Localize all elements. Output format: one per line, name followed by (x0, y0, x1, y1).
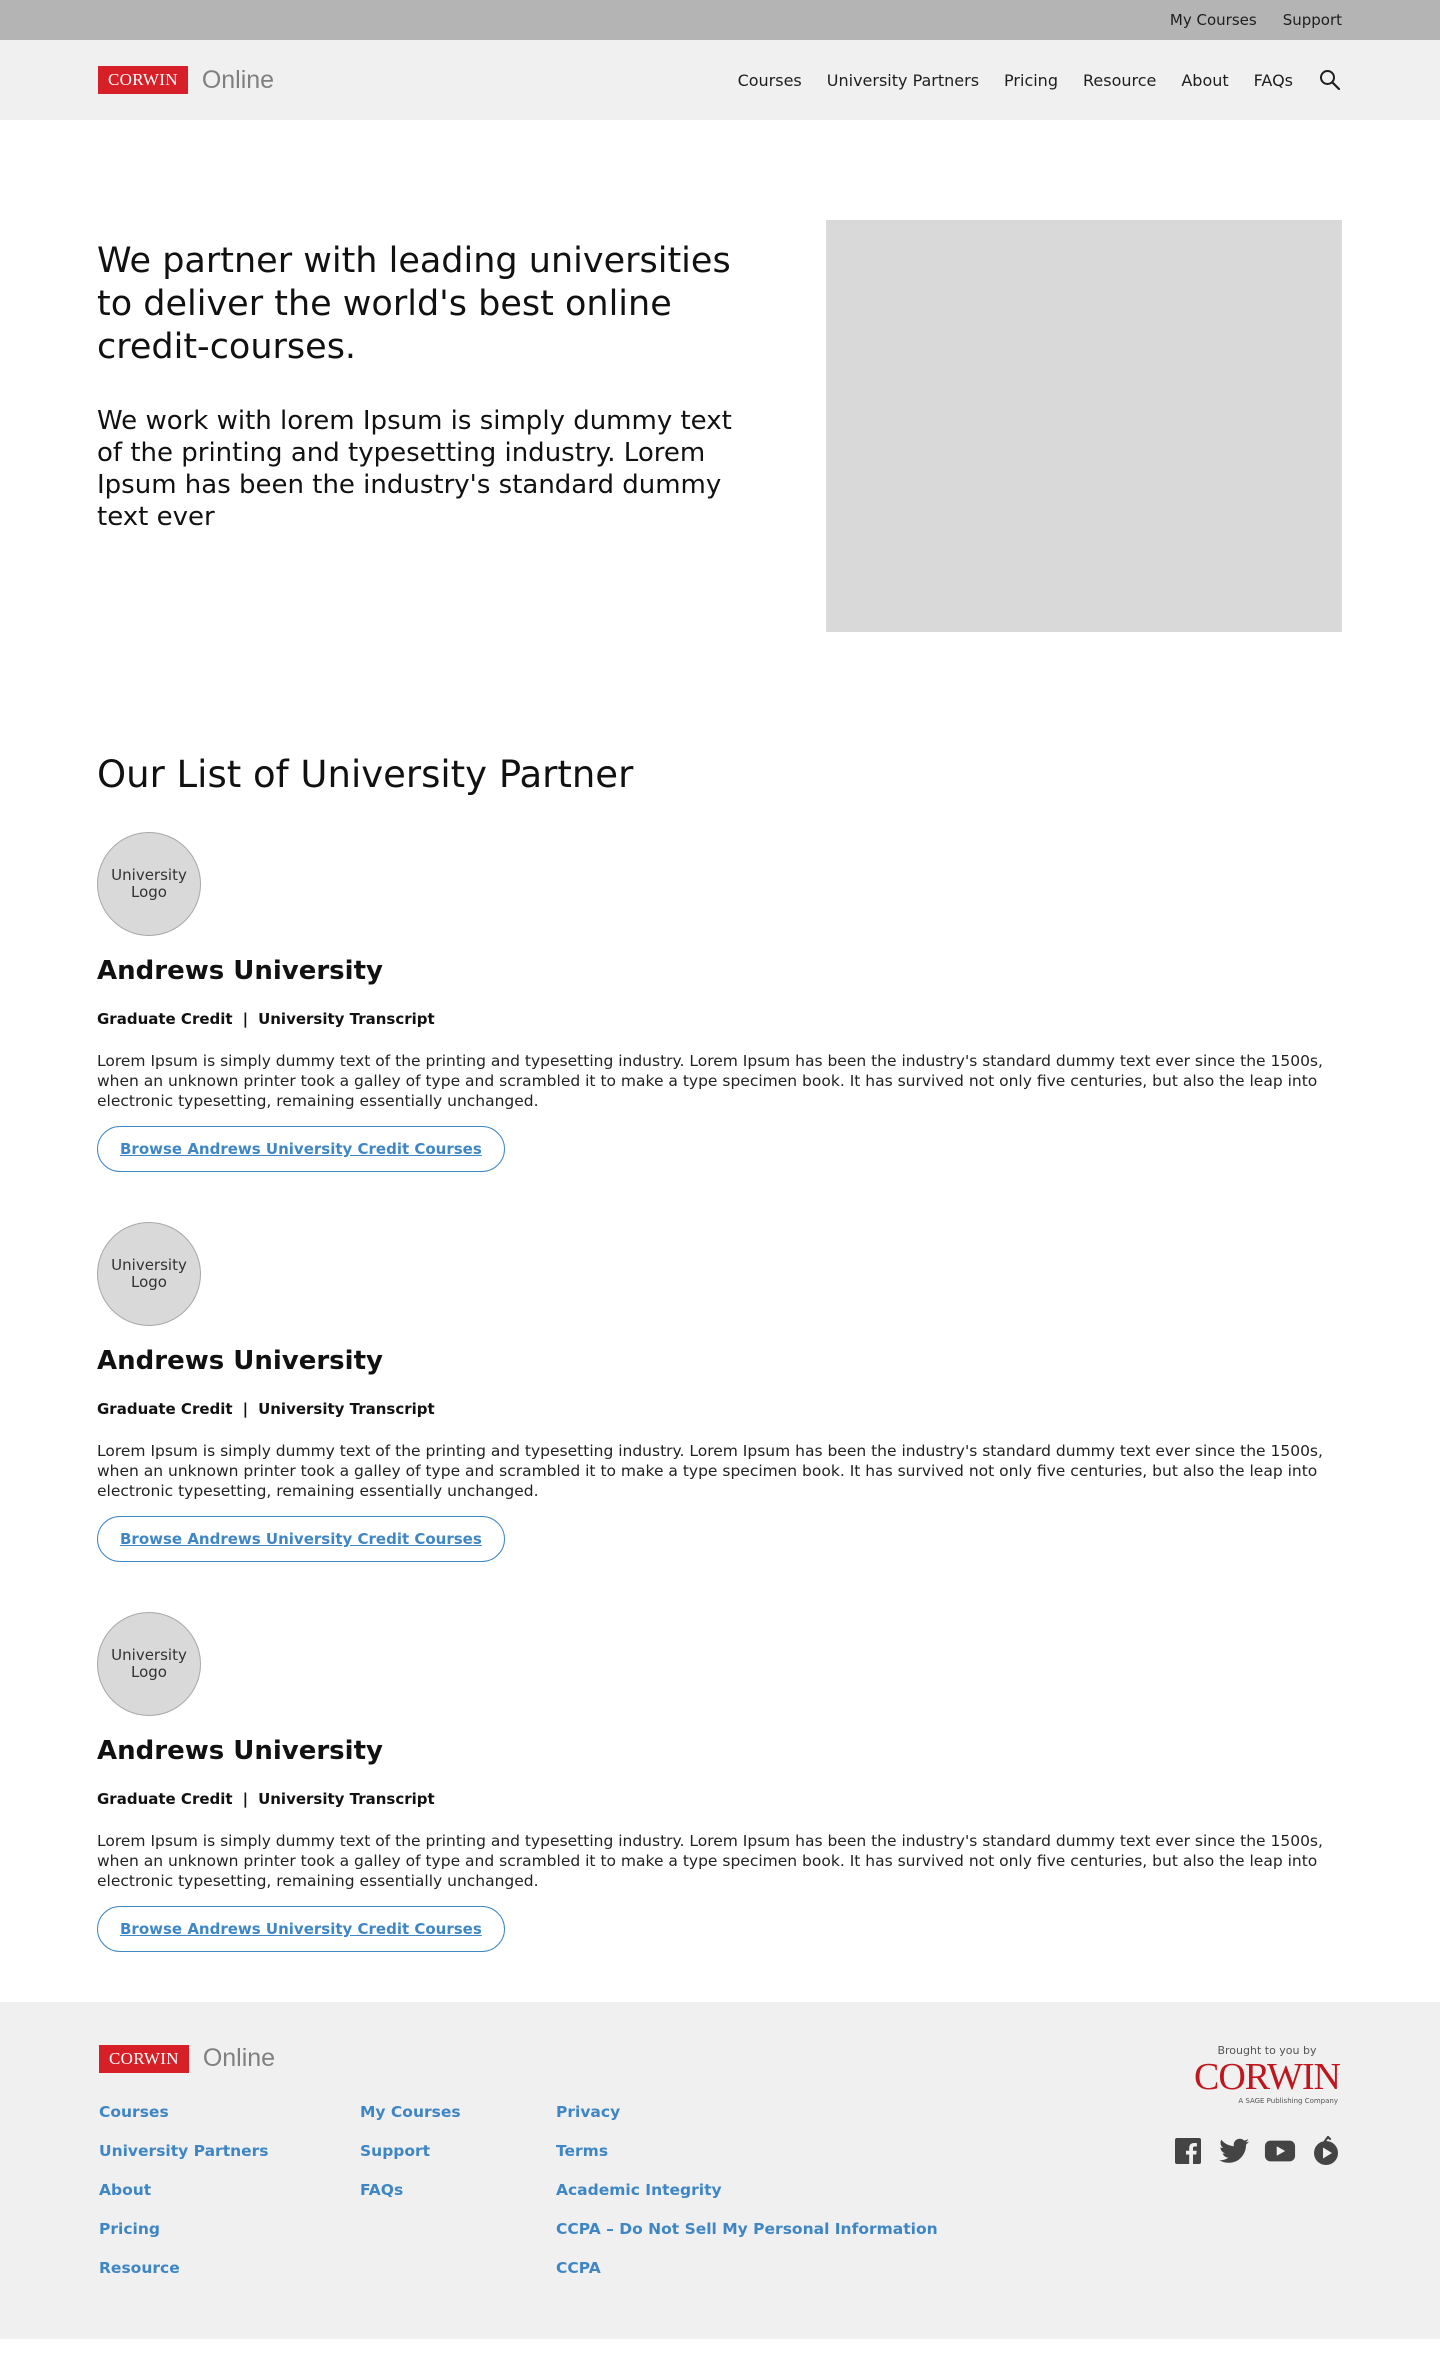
main-nav (738, 68, 1342, 92)
footer-link-about[interactable]: About (99, 2181, 152, 2199)
brand-online: Online (201, 65, 275, 94)
nav-pricing[interactable]: Pricing (1004, 70, 1058, 90)
footer-links (99, 2093, 1342, 2288)
twitter-icon[interactable] (1218, 2135, 1250, 2167)
meta-separator: | (242, 1010, 249, 1028)
corwin-logo[interactable]: CORWIN (1194, 2056, 1340, 2098)
partner-name: Andrews University (97, 1736, 383, 1766)
credit-label: Graduate Credit (97, 1010, 233, 1028)
hero-image-placeholder (826, 220, 1342, 632)
partners-title: Our List of University Partner (97, 753, 634, 796)
footer-link-academic-integrity[interactable]: Academic Integrity (556, 2181, 722, 2199)
footer-link-my-courses[interactable]: My Courses (360, 2103, 461, 2121)
nav-faqs[interactable]: FAQs (1253, 70, 1293, 90)
partner-meta (97, 1400, 1342, 1418)
hero-title: We partner with leading universities to deliver the world's best online credit-courses. (97, 241, 731, 367)
podcast-icon[interactable] (1310, 2135, 1342, 2167)
brought-by-label: Brought to you by (1217, 2044, 1317, 2057)
browse-courses-button[interactable]: Browse Andrews University Credit Courses (97, 1516, 505, 1562)
partner-meta (97, 1790, 1342, 1808)
partner-meta (97, 1010, 1342, 1028)
site-header (0, 40, 1440, 120)
utility-bar (0, 0, 1440, 40)
partner-name: Andrews University (97, 1346, 383, 1376)
partner-name: Andrews University (97, 956, 383, 986)
transcript-label: University Transcript (258, 1010, 435, 1028)
partner-description: Lorem Ipsum is simply dummy text of the printing and typesetting industry. Lorem Ipsum has been the industry's standard dummy text ever since the 1500s, when an unknown printer took a galley of type and scrambled it to make a type specimen book. It has survived not only five centuries, but also the leap into electronic typesetting, remaining essentially unchanged. (97, 1052, 1323, 1110)
partner-description: Lorem Ipsum is simply dummy text of the printing and typesetting industry. Lorem Ipsum has been the industry's standard dummy text ever since the 1500s, when an unknown printer took a galley of type and scrambled it to make a type specimen book. It has survived not only five centuries, but also the leap into electronic typesetting, remaining essentially unchanged. (97, 1832, 1323, 1890)
footer-col-account (360, 2093, 556, 2288)
partner-card (97, 1222, 1342, 1562)
footer-link-resource[interactable]: Resource (99, 2259, 180, 2277)
brand-box: CORWIN (98, 66, 188, 94)
footer-link-pricing[interactable]: Pricing (99, 2220, 160, 2238)
site-logo[interactable] (98, 66, 274, 95)
footer-link-courses[interactable]: Courses (99, 2103, 169, 2121)
meta-separator: | (242, 1400, 249, 1418)
youtube-icon[interactable] (1264, 2135, 1296, 2167)
footer-col-legal (556, 2093, 956, 2288)
browse-courses-button[interactable]: Browse Andrews University Credit Courses (97, 1126, 505, 1172)
university-logo: University Logo (97, 1612, 201, 1716)
credit-label: Graduate Credit (97, 1400, 233, 1418)
transcript-label: University Transcript (258, 1790, 435, 1808)
footer-col-main (99, 2093, 360, 2288)
hero-description: We work with lorem Ipsum is simply dummy text of the printing and typesetting industry. Lorem Ipsum has been the industry's standard dummy text ever (97, 406, 732, 532)
meta-separator: | (242, 1790, 249, 1808)
my-courses-link[interactable]: My Courses (1169, 11, 1257, 29)
partner-card (97, 832, 1342, 1172)
support-link[interactable]: Support (1282, 11, 1342, 29)
nav-university-partners[interactable]: University Partners (826, 70, 980, 90)
search-icon[interactable] (1318, 68, 1342, 92)
partner-card (97, 1612, 1342, 1952)
nav-resource[interactable]: Resource (1082, 70, 1157, 90)
university-logo: University Logo (97, 832, 201, 936)
hero-text (97, 220, 737, 753)
footer-link-terms[interactable]: Terms (556, 2142, 609, 2160)
nav-courses[interactable]: Courses (737, 70, 802, 90)
brand-box: CORWIN (99, 2045, 189, 2073)
site-footer (0, 2002, 1440, 2339)
footer-link-support[interactable]: Support (360, 2142, 431, 2160)
footer-link-university-partners[interactable]: University Partners (99, 2142, 269, 2160)
footer-link-ccpa-do-not-sell[interactable]: CCPA – Do Not Sell My Personal Information (556, 2220, 938, 2238)
transcript-label: University Transcript (258, 1400, 435, 1418)
footer-link-faqs[interactable]: FAQs (360, 2181, 404, 2199)
footer-link-privacy[interactable]: Privacy (556, 2103, 621, 2121)
partners-section (0, 753, 1440, 1952)
partner-description: Lorem Ipsum is simply dummy text of the printing and typesetting industry. Lorem Ipsum has been the industry's standard dummy text ever since the 1500s, when an unknown printer took a galley of type and scrambled it to make a type specimen book. It has survived not only five centuries, but also the leap into electronic typesetting, remaining essentially unchanged. (97, 1442, 1323, 1500)
credit-label: Graduate Credit (97, 1790, 233, 1808)
brand-online: Online (202, 2044, 276, 2072)
nav-about[interactable]: About (1181, 70, 1229, 90)
university-logo: University Logo (97, 1222, 201, 1326)
browse-courses-button[interactable]: Browse Andrews University Credit Courses (97, 1906, 505, 1952)
social-links (1170, 2135, 1342, 2167)
footer-logo[interactable] (99, 2044, 1342, 2073)
facebook-icon[interactable] (1172, 2135, 1204, 2167)
hero-section (0, 120, 1440, 753)
footer-corwin-block (1170, 2044, 1342, 2167)
sage-tagline: A SAGE Publishing Company (1238, 2097, 1338, 2105)
footer-link-ccpa[interactable]: CCPA (556, 2259, 601, 2277)
